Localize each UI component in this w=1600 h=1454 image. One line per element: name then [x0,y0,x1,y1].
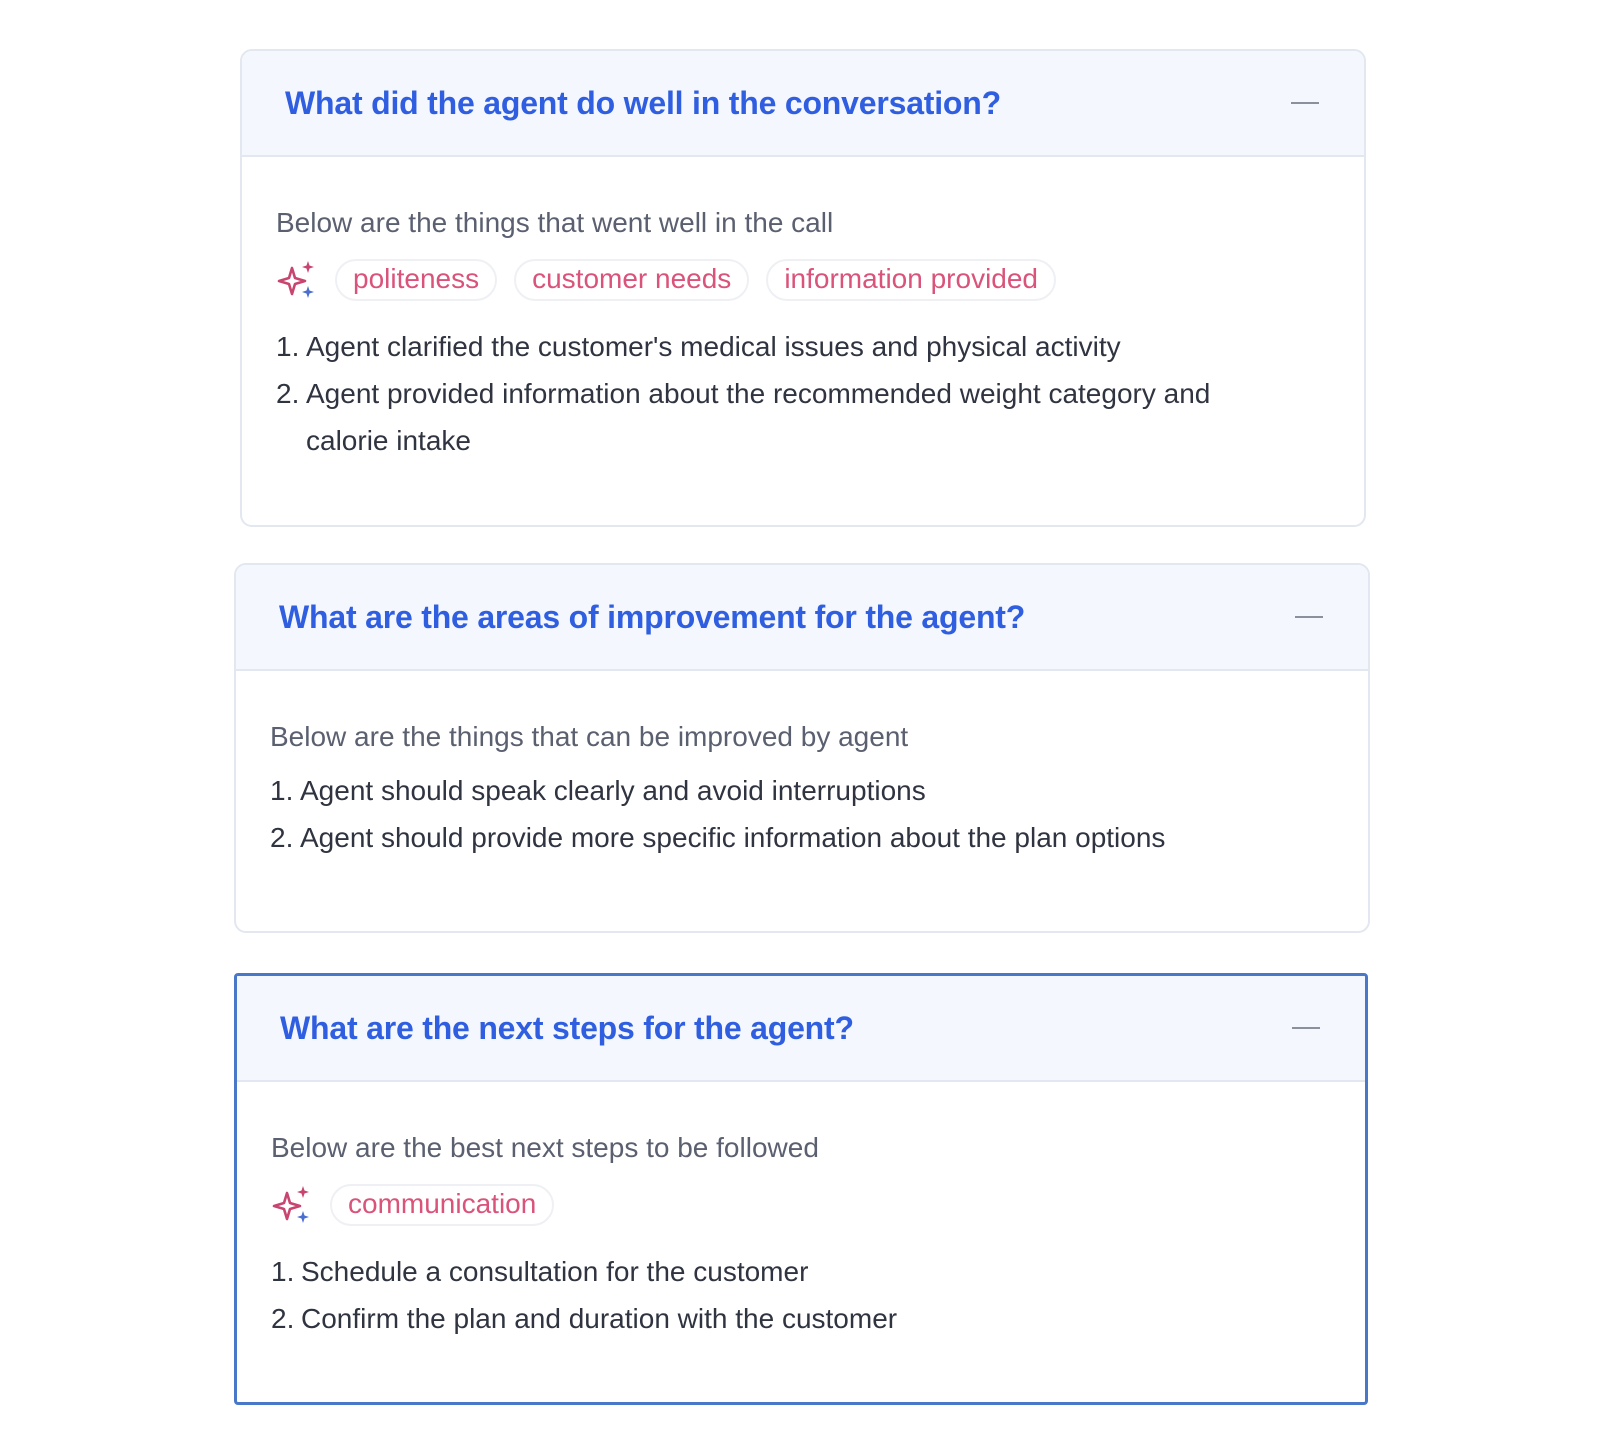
sparkle-icon [276,259,318,301]
tags-row [271,1184,1325,1226]
panel-body [236,671,1368,861]
panel-title: What are the areas of improvement for the agent? [279,598,1026,635]
panel-header[interactable] [242,51,1364,157]
collapse-minus-icon[interactable] [1291,1013,1321,1043]
panel-body [242,157,1364,464]
panel-subtitle: Below are the things that can be improved by agent [270,721,909,752]
panel-subtitle: Below are the best next steps to be followed [271,1132,819,1163]
panel-title: What did the agent do well in the conversation? [285,84,1001,121]
tags-row [276,259,1324,301]
tag-politeness[interactable]: politeness [335,259,497,301]
panel-improvement [234,563,1370,933]
panel-body [237,1082,1365,1342]
panel-did-well [240,49,1366,527]
sparkle-icon [271,1184,313,1226]
panel-subtitle: Below are the things that went well in the call [276,207,834,238]
tag-customer-needs[interactable]: customer needs [514,259,749,301]
item-list [270,767,1328,861]
panel-title: What are the next steps for the agent? [280,1009,854,1046]
list-item: 2. Agent provided information about the recommended weight category and calorie intake [276,378,1211,456]
panel-header[interactable] [236,565,1368,671]
collapse-minus-icon[interactable] [1290,88,1320,118]
list-item: 1. Agent clarified the customer's medical issues and physical activity [276,331,1121,362]
list-item: 1. Agent should speak clearly and avoid interruptions [270,775,926,806]
list-item: 2. Confirm the plan and duration with the customer [271,1303,898,1334]
item-list [276,323,1324,464]
list-item: 2. Agent should provide more specific information about the plan options [270,822,1166,853]
tag-communication[interactable]: communication [330,1184,554,1226]
item-list [271,1248,1325,1342]
tag-information-provided[interactable]: information provided [766,259,1056,301]
panel-header[interactable] [237,976,1365,1082]
collapse-minus-icon[interactable] [1294,602,1324,632]
list-item: 1. Schedule a consultation for the customer [271,1256,809,1287]
panel-next-steps [234,973,1368,1405]
